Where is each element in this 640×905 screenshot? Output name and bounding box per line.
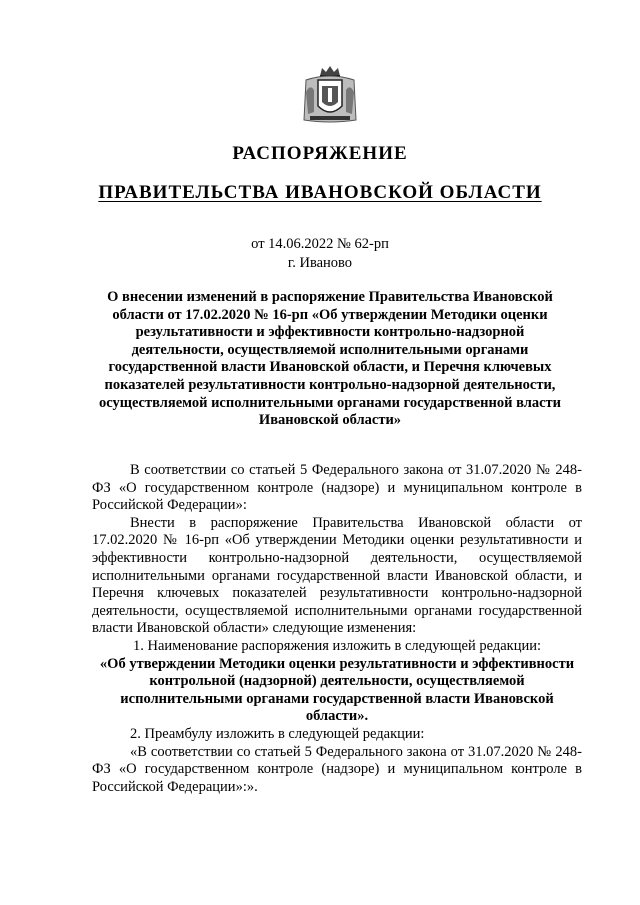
document-type-title: РАСПОРЯЖЕНИЕ bbox=[232, 143, 408, 164]
body-paragraph: 1. Наименование распоряжения изложить в следующей редакции: bbox=[132, 637, 542, 654]
issuer-title: ПРАВИТЕЛЬСТВА ИВАНОВСКОЙ ОБЛАСТИ bbox=[98, 182, 542, 203]
body-paragraph: 2. Преамбулу изложить в следующей редакции: bbox=[130, 725, 425, 742]
city: г. Иваново bbox=[287, 255, 353, 271]
document-heading: О внесении изменений в распоряжение Правительства Ивановской области от 17.02.2020 № 16-рп «Об утверждении Методики оценки результативности и эффективности контрольно-надзорной деятельности, осуществляемой исполнительными органами государственной власти Ивановской области, и Перечня ключевых показателей результативности контрольно-надзорной деятельности, осуществляемой исполнительными органами государственной власти Ивановской области» bbox=[98, 289, 562, 429]
body-paragraph: В соответствии со статьей 5 Федерального закона от 31.07.2020 № 248-ФЗ «О государственном контроле (надзоре) и муниципальном контроле в Российской Федерации»: bbox=[92, 462, 582, 514]
body-paragraph: Внести в распоряжение Правительства Ивановской области от 17.02.2020 № 16-рп «Об утверждении Методики оценки результативности и эффективности контрольно-надзорной деятельности, осуществляемой исполнительными органами государственной власти Ивановской области, и Перечня ключевых показателей результативности контрольно-надзорной деятельности, осуществляемой исполнительными органами государственной власти Ивановской области» следующие изменения: bbox=[92, 514, 582, 637]
date-number: от 14.06.2022 № 62-рп bbox=[251, 236, 389, 252]
document-body bbox=[92, 462, 582, 796]
body-paragraph: «В соответствии со статьей 5 Федерального закона от 31.07.2020 № 248-ФЗ «О государственном контроле (надзоре) и муниципальном контроле в Российской Федерации»:». bbox=[92, 743, 582, 795]
coat-of-arms-icon bbox=[300, 62, 360, 126]
body-paragraph-bold: «Об утверждении Методики оценки результативности и эффективности контрольной (надзорной) деятельности, осуществляемой исполнительными органами государственной власти Ивановской области». bbox=[99, 655, 575, 725]
